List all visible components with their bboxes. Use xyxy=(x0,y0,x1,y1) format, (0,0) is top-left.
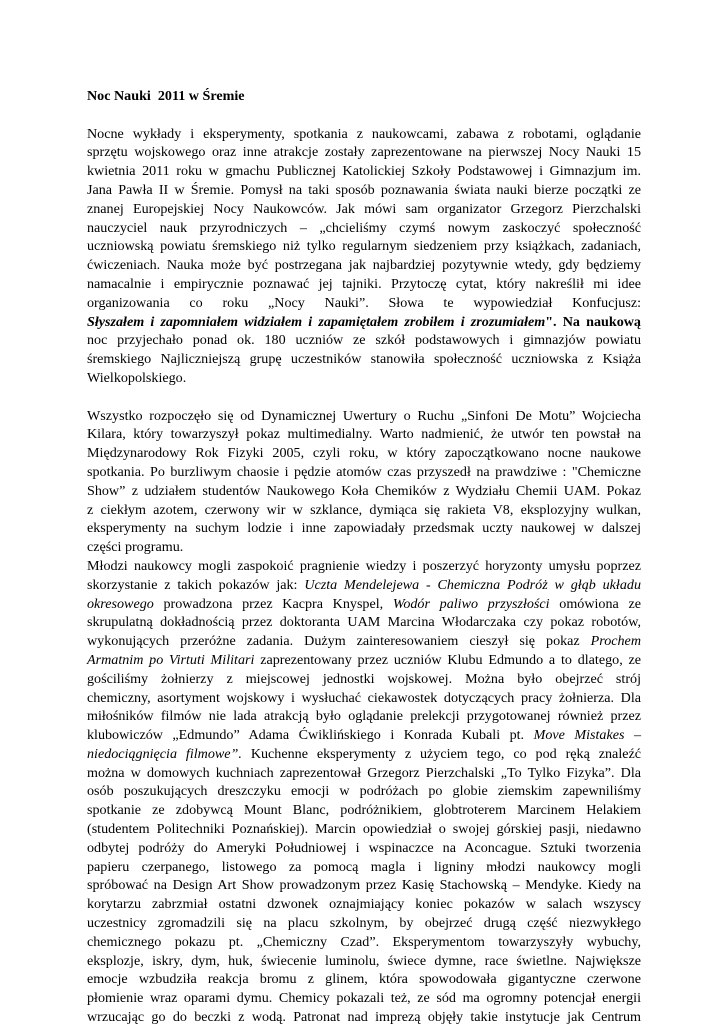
text-line xyxy=(87,670,641,689)
text-line xyxy=(87,726,641,745)
text-line xyxy=(87,407,641,426)
text-line xyxy=(87,519,641,538)
text-run: chemicznego pokazu pt. „Chemiczny Czad”. Eksperymentom towarzyszyły wybuchy, xyxy=(87,933,641,950)
text-line xyxy=(87,538,641,557)
styled-text: Wodór paliwo przyszłości xyxy=(392,595,550,612)
text-run: części programu. xyxy=(87,539,184,556)
text-run: wrzucając go do beczki z wodą. Patronat nad imprezą objęły takie instytucje jak Centrum xyxy=(87,1009,641,1026)
text-line xyxy=(87,933,641,952)
text-run: śremskiego Najliczniejszą grupę uczestników stanowiła społeczność uczniowska z Książa xyxy=(87,351,641,368)
text-run: klubowiczów „Edmundo” Adama Ćwiklińskiego i Konrada Kubali pt. xyxy=(87,727,534,744)
text-line xyxy=(87,557,641,576)
styled-text: Słyszałem i zapomniałem widziałem i zapamiętałem zrobiłem i zrozumiałem xyxy=(87,313,546,330)
text-run: płomienie wraz oparami dymu. Chemicy pokazali też, ze sód ma ogromny potencjał energii xyxy=(87,990,641,1007)
paragraph xyxy=(87,125,641,388)
text-run: prowadzona przez Kacpra Knyspel, xyxy=(153,595,393,612)
text-run: uczniowską powiatu śremskiego niż tylko regularnym siedzeniem przy książkach, zadaniach, xyxy=(87,238,641,255)
styled-text: Uczta Mendelejewa - Chemiczna Podróż w głąb układu xyxy=(304,576,641,593)
text-line xyxy=(87,970,641,989)
text-line xyxy=(87,689,641,708)
text-line xyxy=(87,858,641,877)
text-line xyxy=(87,200,641,219)
text-run: z ciekłym azotem, czerwony wir w szklance, dymiąca się rakieta V8, eksplozyjny wulkan, xyxy=(87,501,641,518)
text-line xyxy=(87,839,641,858)
text-line xyxy=(87,444,641,463)
text-run: nauczyciel nauk przyrodniczych – „chcieliśmy czymś nowym zaskoczyć społeczność xyxy=(87,219,641,236)
text-run: wykonujących przeróżne zadania. Dużym zainteresowaniem cieszył się pokaz xyxy=(87,633,591,650)
text-run: odbytej podróży do Ameryki Południowej i wspinaczce na Aconcague. Sztuki tworzenia xyxy=(87,839,641,856)
text-line xyxy=(87,895,641,914)
text-run: spotkania. Po burzliwym chaosie i pędzie atomów czas przyszedł na prawdziwe : "Chemiczne xyxy=(87,463,641,480)
text-line xyxy=(87,613,641,632)
text-line xyxy=(87,125,641,144)
text-run: Show” z udziałem studentów Naukowego Koła Chemików z Wydziału Chemii UAM. Pokaz xyxy=(87,482,641,499)
text-run: Nocne wykłady i eksperymenty, spotkania z naukowcami, zabawa z robotami, oglądanie xyxy=(87,125,641,142)
text-line xyxy=(87,651,641,670)
text-line xyxy=(87,237,641,256)
text-line xyxy=(87,256,641,275)
text-line xyxy=(87,989,641,1008)
text-line xyxy=(87,162,641,181)
text-run: osób poszukujących dreszczyku emocji w podróżach po globie ziemskim zapewniliśmy xyxy=(87,783,641,800)
text-run: (studentem Politechniki Poznańskiej). Marcin opowiedział o swojej górskiej pasji, niedawno xyxy=(87,821,641,838)
styled-text: okresowego xyxy=(87,595,154,612)
text-line xyxy=(87,331,641,350)
text-line xyxy=(87,275,641,294)
text-run: Wielkopolskiego. xyxy=(87,369,187,386)
text-run: korytarzu zabrzmiał ostatni dzwonek oznajmiający koniec pokazów w salach wszyscy xyxy=(87,896,641,913)
text-line xyxy=(87,820,641,839)
text-line xyxy=(87,595,641,614)
text-run: skrupulatną dokładnością przez doktoranta UAM Marcina Włodarczaka czy pokaz robotów, xyxy=(87,614,641,631)
text-line xyxy=(87,576,641,595)
document-title: Noc Nauki 2011 w Śremie xyxy=(87,88,245,104)
text-run: emocje wzbudziła reakcja bromu z glinem, która spowodowała gigantyczne czerwone xyxy=(87,971,641,988)
text-run: organizowania co roku „Nocy Nauki”. Słowa te wypowiedział Konfucjusz: xyxy=(87,294,641,311)
document-body xyxy=(87,125,641,1027)
text-run: skorzystanie z takich pokazów jak: xyxy=(87,576,305,593)
text-line xyxy=(87,1008,641,1027)
text-line xyxy=(87,313,641,332)
text-run: chemiczny, asortyment wojskowy i wysłuchać ciekawostek dotyczących pracy żołnierza. Dla xyxy=(87,689,641,706)
text-line xyxy=(87,425,641,444)
text-run: Międzynarodowy Rok Fizyki 2005, czyli roku, w który zapoczątkowano nocne naukowe xyxy=(87,445,641,462)
styled-text: Prochem xyxy=(590,633,641,650)
text-line xyxy=(87,501,641,520)
text-run: ćwiczeniach. Nauka może być postrzegana jak najbardziej pozytywnie wtedy, gdy będziemy xyxy=(87,257,641,274)
text-run: papieru czerpanego, listowego za pomocą magla i ligniny młodzi naukowcy mogli xyxy=(87,858,641,875)
text-line xyxy=(87,632,641,651)
text-run: można w domowych kuchniach zaprezentował Grzegorz Pierzchalski „To Tylko Fizyka”. Dla xyxy=(87,764,641,781)
text-run: Kuchenne eksperymenty z użyciem tego, co pod ręką znaleźć xyxy=(241,745,641,762)
text-run: uczestnicy zgromadzili się na placu szkolnym, by obejrzeć drugą część niezwykłego xyxy=(87,915,641,932)
text-line xyxy=(87,369,641,388)
text-run: Młodzi naukowcy mogli zaspokoić pragnienie wiedzy i poszerzyć horyzonty umysłu poprzez xyxy=(87,557,641,574)
text-run: miłośników filmów nie lada atrakcją było oglądanie prelekcji przygotowanej również przez xyxy=(87,708,641,725)
text-run: kwietnia 2011 roku w gmachu Publicznej Katolickiej Szkoły Podstawowej i Gimnazjum im. xyxy=(87,163,641,180)
styled-text: Armatnim po Virtuti Militari xyxy=(87,651,255,668)
text-run: Jana Pawła II w Śremie. Pomysł na taki sposób poznawania świata nauki bierze początki ze xyxy=(87,181,641,198)
text-run: noc przyjechało ponad ok. 180 uczniów ze szkół podstawowych i gimnazjów powiatu xyxy=(87,332,641,349)
text-line xyxy=(87,764,641,783)
text-run: Wszystko rozpoczęło się od Dynamicznej Uwertury o Ruchu „Sinfoni De Motu” Wojciecha xyxy=(87,407,641,424)
text-run: gościliśmy żołnierzy z miejscowej jednostki wojskowej. Można było obejrzeć strój xyxy=(87,670,641,687)
paragraph xyxy=(87,407,641,1027)
styled-text: niedociągnięcia filmowe”. xyxy=(87,745,242,762)
text-run: namacalnie i empirycznie poznawać jej tajniki. Przytoczę cytat, który nakreślił mi idee xyxy=(87,275,641,292)
text-line xyxy=(87,801,641,820)
text-line xyxy=(87,350,641,369)
text-run: zaprezentowany przez uczniów Klubu Edmundo a to dlatego, ze xyxy=(254,651,641,668)
text-line xyxy=(87,482,641,501)
text-line xyxy=(87,219,641,238)
text-line xyxy=(87,181,641,200)
text-run: Kilara, który towarzyszył pokaz multimedialny. Warto nadmienić, że utwór ten powstał na xyxy=(87,426,641,443)
text-line xyxy=(87,952,641,971)
text-line xyxy=(87,143,641,162)
styled-text: Move Mistakes – xyxy=(533,727,641,744)
text-line xyxy=(87,294,641,313)
text-line xyxy=(87,876,641,895)
text-run: eksplozje, iskry, dym, huk, świecenie luminolu, świece dymne, race świetlne. Największe xyxy=(87,952,641,969)
text-run: spróbować na Design Art Show prowadzonym przez Kasię Stachowską – Mendyke. Kiedy na xyxy=(87,877,641,894)
text-line xyxy=(87,782,641,801)
text-run: znanej Europejskiej Nocy Naukowców. Jak mówi sam organizator Grzegorz Pierzchalski xyxy=(87,200,641,217)
text-run: eksperymenty na suchym lodzie i inne zapowiadały przedsmak uczty naukowej w dalszej xyxy=(87,520,641,537)
text-run: sprzętu wojskowego oraz inne atrakcje zostały zaprezentowane na pierwszej Nocy Nauki 15 xyxy=(87,144,641,161)
text-line xyxy=(87,463,641,482)
text-line xyxy=(87,745,641,764)
text-line xyxy=(87,914,641,933)
text-run: omówiona ze xyxy=(549,595,641,612)
styled-text: ". Na naukową xyxy=(545,313,641,330)
text-line xyxy=(87,707,641,726)
text-run: spotkanie ze zdobywcą Mount Blanc, podróżnikiem, globtroterem Marcinem Helakiem xyxy=(87,802,641,819)
